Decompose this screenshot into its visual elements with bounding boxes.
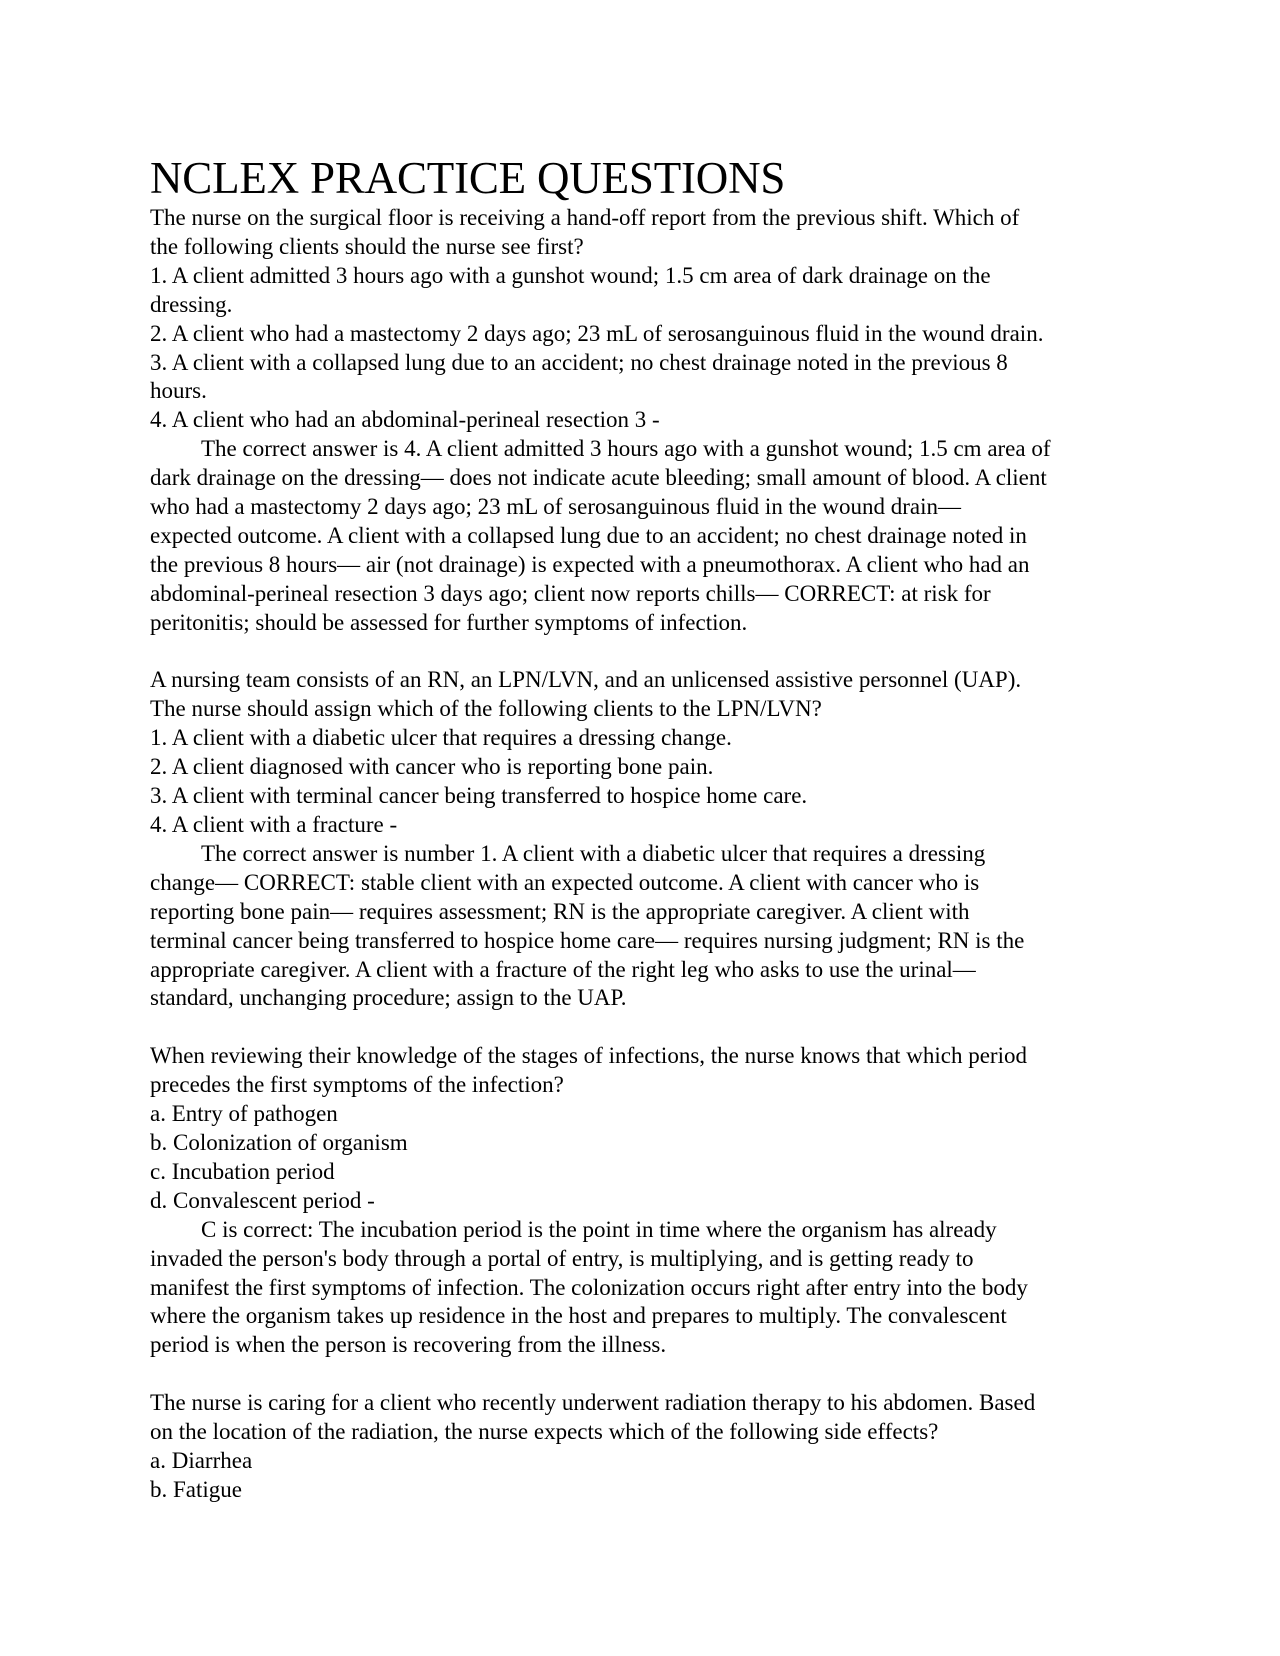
q4-option-b: b. Fatigue [150, 1476, 242, 1502]
q1-answer-line: who had a mastectomy 2 days ago; 23 mL of serosanguinous fluid in the wound drain— [150, 494, 962, 520]
q4-option-a: a. Diarrhea [150, 1447, 253, 1473]
q2-answer-line: appropriate caregiver. A client with a fracture of the right leg who asks to use the urinal— [150, 956, 976, 982]
document-page [150, 152, 1135, 1505]
q2-stem-line: A nursing team consists of an RN, an LPN/LVN, and an unlicensed assistive personnel (UAP). [150, 667, 1022, 693]
q1-answer-line: abdominal-perineal resection 3 days ago; client now reports chills— CORRECT: at risk for [150, 580, 991, 606]
q2-option-1: 1. A client with a diabetic ulcer that requires a dressing change. [150, 725, 732, 751]
q3-answer-line: C is correct: The incubation period is the point in time where the organism has already [201, 1216, 997, 1242]
q1-option-2: 2. A client who had a mastectomy 2 days ago; 23 mL of serosanguinous fluid in the wound drain. [150, 320, 1044, 346]
q1-stem-line: the following clients should the nurse see first? [150, 233, 584, 259]
q2-block [150, 666, 1135, 1013]
q2-option-3: 3. A client with terminal cancer being transferred to hospice home care. [150, 783, 808, 809]
paragraph-spacer [150, 1013, 1135, 1042]
q3-option-d: d. Convalescent period - [150, 1187, 375, 1213]
q4-stem-line: on the location of the radiation, the nurse expects which of the following side effects? [150, 1419, 939, 1445]
paragraph-spacer [150, 638, 1135, 667]
q1-answer-line: peritonitis; should be assessed for further symptoms of infection. [150, 609, 748, 635]
q1-answer-line: expected outcome. A client with a collapsed lung due to an accident; no chest drainage noted in [150, 522, 1027, 548]
page-title: NCLEX PRACTICE QUESTIONS [150, 153, 786, 203]
q3-option-c: c. Incubation period [150, 1158, 335, 1184]
q1-option-4: 4. A client who had an abdominal-perineal resection 3 - [150, 407, 660, 433]
q2-answer-line: change— CORRECT: stable client with an expected outcome. A client with cancer who is [150, 869, 980, 895]
q3-answer-line: where the organism takes up residence in the host and prepares to multiply. The convalescent [150, 1303, 1007, 1329]
q1-option-3: 3. A client with a collapsed lung due to an accident; no chest drainage noted in the previous 8 [150, 349, 1008, 375]
q2-answer-line: standard, unchanging procedure; assign to the UAP. [150, 985, 627, 1011]
q1-answer-line: the previous 8 hours— air (not drainage) is expected with a pneumothorax. A client who had an [150, 551, 1030, 577]
q3-stem-line: When reviewing their knowledge of the stages of infections, the nurse knows that which period [150, 1043, 1027, 1069]
q1-stem-line: The nurse on the surgical floor is receiving a hand-off report from the previous shift. Which of [150, 205, 1020, 230]
q4-block [150, 1389, 1135, 1505]
q4-stem-line: The nurse is caring for a client who recently underwent radiation therapy to his abdomen. Based [150, 1390, 1036, 1416]
q3-answer-line: invaded the person's body through a portal of entry, is multiplying, and is getting ready to [150, 1245, 974, 1271]
q3-block [150, 1042, 1135, 1360]
q3-option-a: a. Entry of pathogen [150, 1101, 338, 1127]
q3-option-b: b. Colonization of organism [150, 1129, 408, 1155]
q3-answer-line: manifest the first symptoms of infection. The colonization occurs right after entry into the body [150, 1274, 1028, 1300]
q2-answer-line: reporting bone pain— requires assessment; RN is the appropriate caregiver. A client with [150, 898, 970, 924]
q1-option-1: 1. A client admitted 3 hours ago with a gunshot wound; 1.5 cm area of dark drainage on the [150, 262, 991, 288]
q2-option-4: 4. A client with a fracture - [150, 812, 398, 838]
q3-stem-line: precedes the first symptoms of the infection? [150, 1072, 564, 1098]
q2-stem-line: The nurse should assign which of the following clients to the LPN/LVN? [150, 696, 822, 722]
q1-answer-line: dark drainage on the dressing— does not indicate acute bleeding; small amount of blood. A client [150, 465, 1047, 491]
q2-answer-line: The correct answer is number 1. A client with a diabetic ulcer that requires a dressing [201, 840, 986, 866]
q1-answer-line: The correct answer is 4. A client admitted 3 hours ago with a gunshot wound; 1.5 cm area of [201, 436, 1051, 462]
q2-answer-line: terminal cancer being transferred to hospice home care— requires nursing judgment; RN is the [150, 927, 1025, 953]
paragraph-spacer [150, 1360, 1135, 1389]
q1-block [150, 204, 1135, 638]
q1-option-1-cont: dressing. [150, 291, 233, 317]
q1-option-3-cont: hours. [150, 378, 207, 404]
q2-option-2: 2. A client diagnosed with cancer who is reporting bone pain. [150, 754, 714, 780]
q3-answer-line: period is when the person is recovering from the illness. [150, 1332, 667, 1358]
